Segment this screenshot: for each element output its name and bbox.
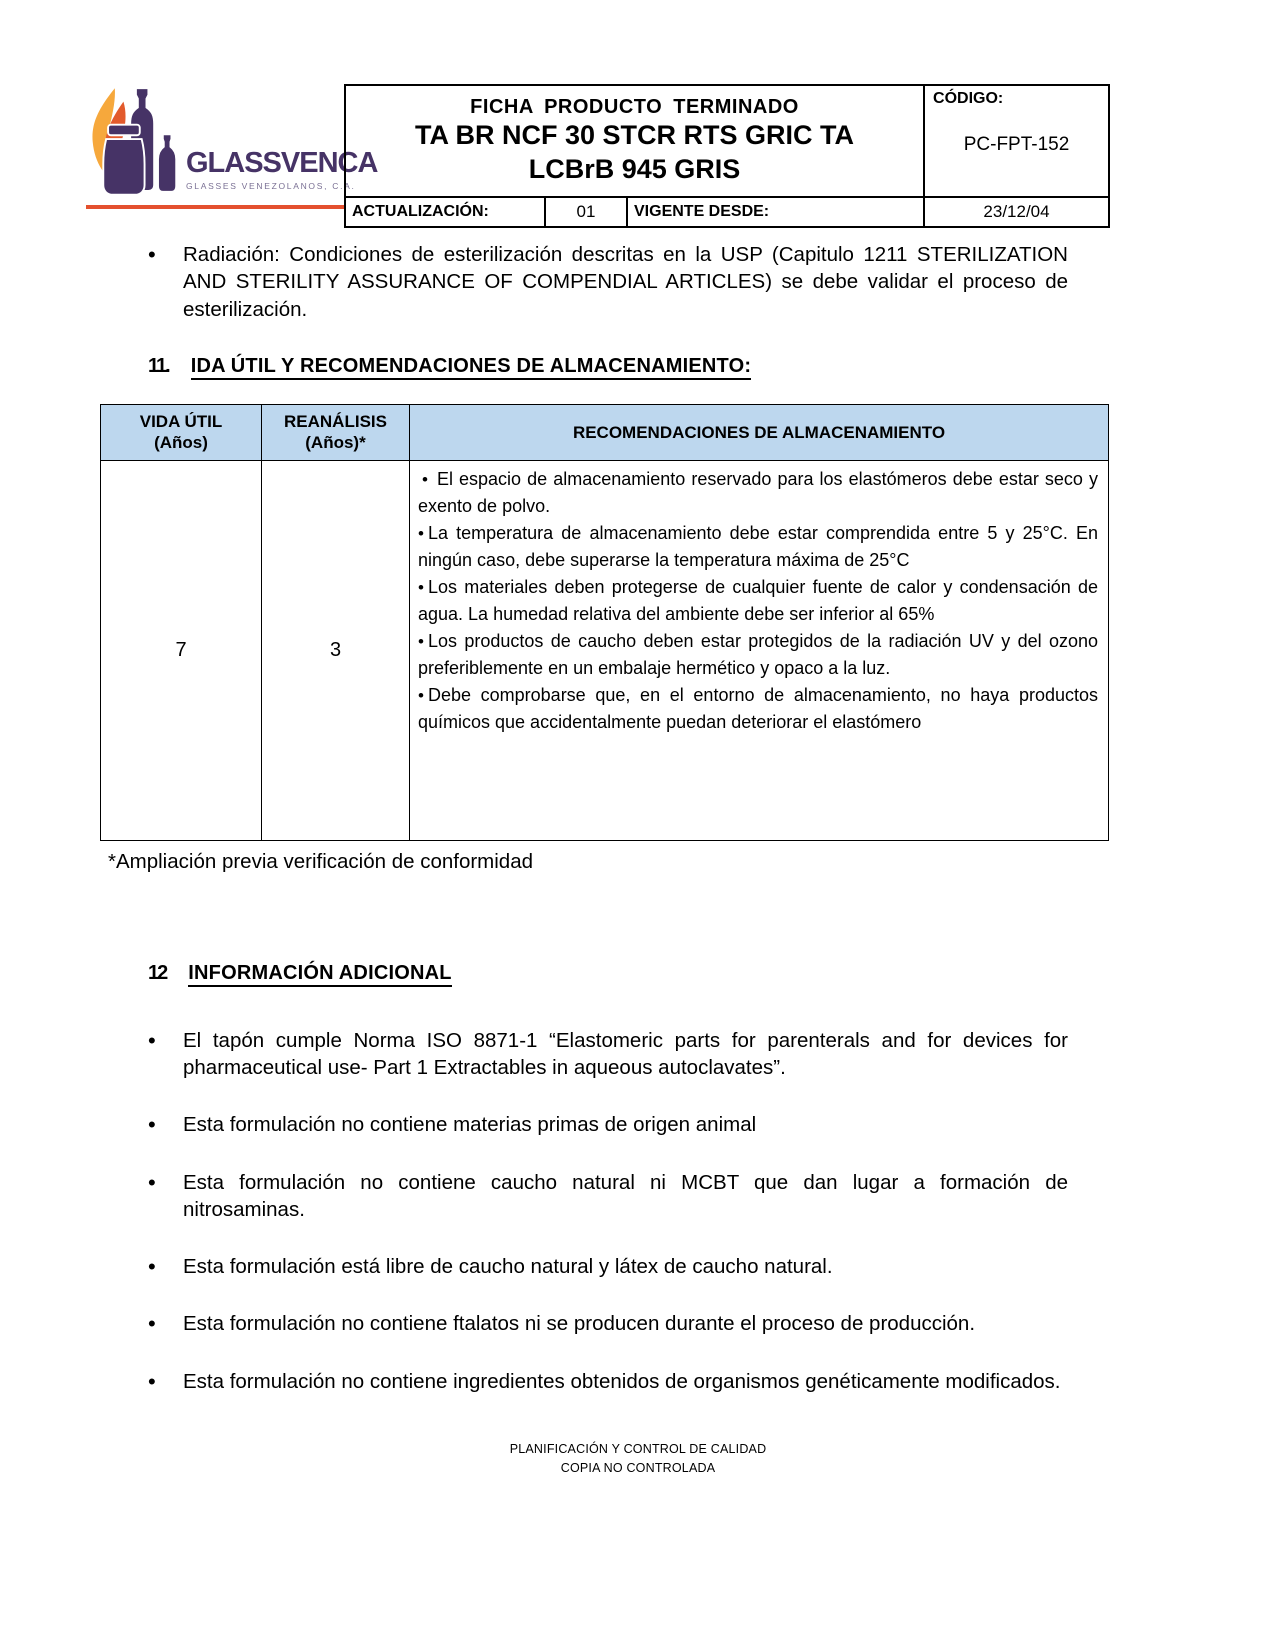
update-value: 01 xyxy=(545,197,627,227)
product-name-line1: TA BR NCF 30 STCR RTS GRIC TA xyxy=(415,119,855,150)
section-12-number: 12 xyxy=(148,961,167,984)
recommendation-item: • La temperatura de almacenamiento debe estar comprendida entre 5 y 25°C. En ningún caso, debe superarse la temperatura máxima de 25°C xyxy=(418,520,1098,574)
recommendation-item: • El espacio de almacenamiento reservado para los elastómeros debe estar seco y exento de polvo. xyxy=(418,466,1098,520)
section-11-title: IDA ÚTIL Y RECOMENDACIONES DE ALMACENAMIENTO: xyxy=(191,355,752,380)
additional-info-item: • Esta formulación no contiene ftalatos ni se producen durante el proceso de producción. xyxy=(148,1310,1068,1337)
footer-line1: PLANIFICACIÓN Y CONTROL DE CALIDAD xyxy=(509,1442,767,1456)
page-content xyxy=(86,84,1108,1425)
section-12-title: INFORMACIÓN ADICIONAL xyxy=(188,962,451,987)
additional-info-list xyxy=(86,1027,1108,1395)
glassvenca-flame-bottles-icon xyxy=(86,86,182,201)
storage-table-body-row xyxy=(101,460,1109,840)
reanalisis-value: 3 xyxy=(262,460,410,840)
page-footer xyxy=(0,1440,1276,1478)
footer-line2: COPIA NO CONTROLADA xyxy=(560,1460,716,1475)
valid-from-value: 23/12/04 xyxy=(924,197,1109,227)
product-name-line2: LCBrB 945 GRIS xyxy=(528,153,741,184)
col-header-vida-util xyxy=(101,404,262,460)
vida-util-value: 7 xyxy=(101,460,262,840)
document-header xyxy=(86,84,1108,228)
section-12-heading xyxy=(148,962,1108,985)
code-label: CÓDIGO: xyxy=(933,90,1004,107)
col-header-reanalisis xyxy=(262,404,410,460)
recommendation-item: • Los productos de caucho deben estar protegidos de la radiación UV y del ozono preferiblemente en un embalaje hermético y opaco a la luz. xyxy=(418,628,1098,682)
recommendations-cell xyxy=(410,460,1109,840)
additional-info-item: • Esta formulación no contiene caucho natural ni MCBT que dan lugar a formación de nitrosaminas. xyxy=(148,1169,1068,1224)
additional-info-item: • El tapón cumple Norma ISO 8871-1 “Elastomeric parts for parenterals and for devices for pharmaceutical use- Part 1 Extractables in aqueous autoclavates”. xyxy=(148,1027,1068,1082)
valid-from-label: VIGENTE DESDE: xyxy=(627,197,924,227)
additional-info-item: • Esta formulación está libre de caucho natural y látex de caucho natural. xyxy=(148,1253,1068,1280)
header-title-table xyxy=(344,84,1110,228)
logo-inner xyxy=(86,86,378,201)
brand-tagline: GLASSES VENEZOLANOS, C.A. xyxy=(186,181,356,191)
col-header-reanalisis-line1: REANÁLISIS xyxy=(284,412,387,431)
additional-info-item: • Esta formulación no contiene ingredientes obtenidos de organismos genéticamente modificados. xyxy=(148,1368,1068,1395)
code-value: PC-FPT-152 xyxy=(963,134,1070,155)
section-11-number: 11. xyxy=(148,354,169,377)
col-header-recomendaciones: RECOMENDACIONES DE ALMACENAMIENTO xyxy=(410,404,1109,460)
recommendation-item: • Debe comprobarse que, en el entorno de almacenamiento, no haya productos químicos que accidentalmente puedan deteriorar el elastómero xyxy=(418,682,1098,736)
col-header-vida-util-line2: (Años) xyxy=(154,433,208,453)
recommendation-item: • Los materiales deben protegerse de cualquier fuente de calor y condensación de agua. La humedad relativa del ambiente debe ser inferior al 65% xyxy=(418,574,1098,628)
title-cell xyxy=(345,85,924,197)
company-logo xyxy=(86,84,378,209)
storage-table-header-row xyxy=(101,404,1109,460)
radiation-bullet: • Radiación: Condiciones de esterilización descritas en la USP (Capitulo 1211 STERILIZATION AND STERILITY ASSURANCE OF COMPENDIAL ARTICLES) se debe validar el proceso de esterilización. xyxy=(148,241,1068,323)
additional-info-item: • Esta formulación no contiene materias primas de origen animal xyxy=(148,1111,1068,1138)
logo-underline-rule xyxy=(86,205,344,209)
doc-type-title: FICHA PRODUCTO TERMINADO xyxy=(470,95,799,118)
col-header-vida-util-line1: VIDA ÚTIL xyxy=(139,412,223,431)
storage-recommendations-table xyxy=(100,404,1109,841)
table-footnote: *Ampliación previa verificación de conformidad xyxy=(108,849,534,873)
section-11-heading xyxy=(148,355,1108,378)
intro-section xyxy=(86,241,1108,323)
brand-name: GLASSVENCA xyxy=(186,147,378,179)
col-header-reanalisis-line2: (Años)* xyxy=(305,433,366,453)
code-cell xyxy=(924,85,1109,197)
update-label: ACTUALIZACIÓN: xyxy=(345,197,545,227)
